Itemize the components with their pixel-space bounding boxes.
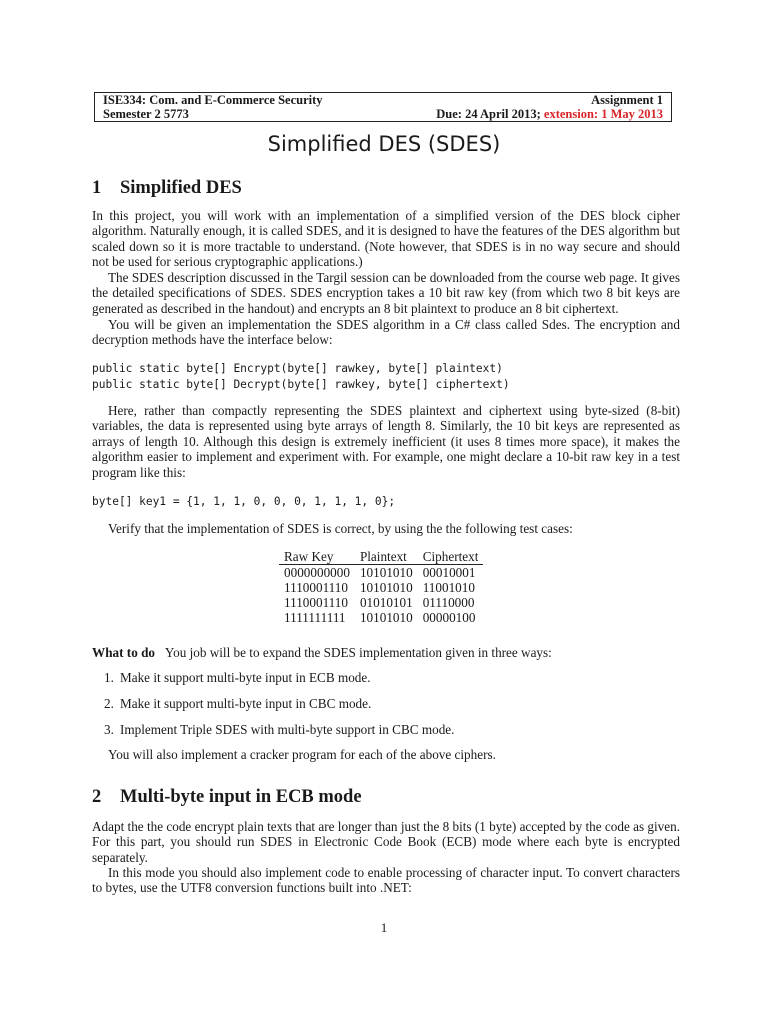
section-1-title: Simplified DES [120,178,242,198]
course-name: ISE334: Com. and E-Commerce Security [103,93,323,107]
table-header-row [279,549,483,565]
semester-label: Semester 2 5773 [103,107,189,121]
table-cell: 10101010 [359,610,413,625]
due-info [436,107,663,121]
code-encrypt-signature: public static byte[] Encrypt(byte[] rawkey, byte[] plaintext) [92,362,503,375]
section-1-paragraph-6: You will also implement a cracker program for each of the above ciphers. [108,747,496,762]
table-cell: 01110000 [422,595,475,610]
list-item-text: Make it support multi-byte input in CBC mode. [120,696,372,711]
list-item [104,722,454,737]
list-item [104,670,371,685]
table-cell: 0000000000 [284,565,350,580]
table-cell: 11001010 [422,580,475,595]
header-raw-key: Raw Key [279,549,355,565]
section-2-title: Multi-byte input in ECB mode [120,787,362,807]
table-cell: 10101010 [359,565,413,580]
table-cell: 00010001 [422,565,476,580]
table-cell: 10101010 [359,580,413,595]
document-title: Simplified DES (SDES) [267,132,501,156]
list-item-number: 2. [104,696,114,711]
test-cases-table [279,549,483,625]
due-date: Due: 24 April 2013; [436,107,541,121]
section-1-number: 1 [92,178,102,198]
table-cell: 1110001110 [284,595,348,610]
header-row-1 [103,93,663,107]
what-to-do-paragraph [92,645,680,660]
table-cell: 1111111111 [284,610,346,625]
table-row [279,565,483,581]
section-1-paragraph-4: Here, rather than compactly representing the SDES plaintext and ciphertext using byte-sized (8-bit) variables, the data is represented using byte arrays of length 8. Similarly, the 10 bit keys are represented as arrays of length 10. Although this design is extremely inefficient (it uses 8 times more space), it makes the algorithm easier to implement and experiment with. For example, one might declare a 10-bit raw key in a test program like this: [92,403,680,480]
code-decrypt-signature: public static byte[] Decrypt(byte[] rawkey, byte[] ciphertext) [92,378,510,391]
table-cell: 01010101 [359,595,413,610]
list-item-number: 3. [104,722,114,737]
table-row [279,610,483,625]
table-row [279,595,483,610]
list-item [104,696,371,711]
header-plaintext: Plaintext [355,549,418,565]
code-key-example: byte[] key1 = {1, 1, 1, 0, 0, 0, 1, 1, 1, 0}; [92,495,396,508]
section-2-heading [92,786,362,808]
section-1-paragraph-5: Verify that the implementation of SDES is correct, by using the the following test cases: [108,521,573,536]
what-to-do-text: You job will be to expand the SDES implementation given in three ways: [164,645,552,660]
list-item-number: 1. [104,670,114,685]
section-2-paragraph-1: Adapt the the code encrypt plain texts that are longer than just the 8 bits (1 byte) accepted by the code as given. For this part, you should run SDES in Electronic Code Book (ECB) mode where each byte is encrypted separately. [92,819,680,865]
header-row-2 [103,107,663,121]
assignment-header-box [94,92,672,122]
table-row [279,580,483,595]
table-cell: 1110001110 [284,580,348,595]
what-to-do-label: What to do [92,645,156,660]
extension-date: extension: 1 May 2013 [543,107,663,121]
section-2-number: 2 [92,787,102,807]
section-2-paragraph-2: In this mode you should also implement code to enable processing of character input. To convert characters to bytes, use the UTF8 conversion functions built into .NET: [92,865,680,896]
section-1-paragraph-1: In this project, you will work with an implementation of a simplified version of the DES block cipher algorithm. Naturally enough, it is called SDES, and it is designed to have the features of the DES algorithm but scaled down so it is more tractable to understand. (Note however, that SDES is in no way secure and should not be used for serious cryptographic applications.) [92,208,680,270]
section-1-heading [92,177,242,199]
table-cell: 00000100 [422,610,476,625]
section-1-paragraph-2: The SDES description discussed in the Targil session can be downloaded from the course web page. It gives the detailed specifications of SDES. SDES encryption takes a 10 bit raw key (from which two 8 bit keys are generated as described in the handout) and encrypts an 8 bit plaintext to produce an 8 bit ciphertext. [92,270,680,316]
assignment-label: Assignment 1 [591,93,663,107]
page-number: 1 [380,920,388,935]
header-ciphertext: Ciphertext [418,549,484,565]
list-item-text: Implement Triple SDES with multi-byte support in CBC mode. [120,722,455,737]
section-1-paragraph-3: You will be given an implementation the SDES algorithm in a C# class called Sdes. The encryption and decryption methods have the interface below: [92,317,680,348]
list-item-text: Make it support multi-byte input in ECB mode. [120,670,371,685]
